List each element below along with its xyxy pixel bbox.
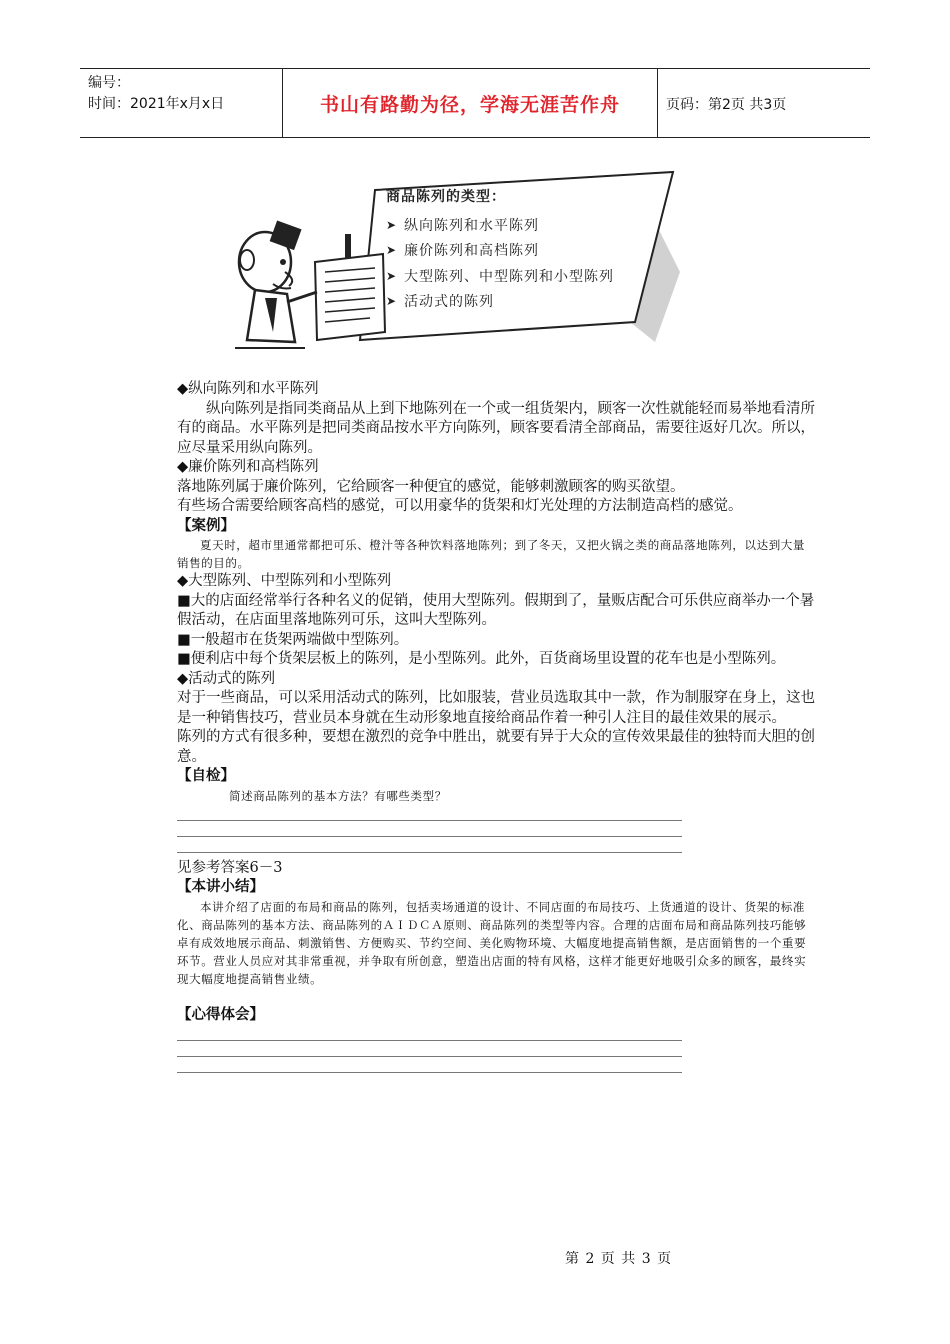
arrow-icon: ➤ (386, 294, 398, 309)
panel-title: 商品陈列的类型： (386, 189, 506, 205)
arrow-icon: ➤ (386, 243, 398, 258)
reflection-line[interactable] (177, 1041, 682, 1057)
paragraph: ■大的店面经常举行各种名义的促销，使用大型陈列。假期到了，量贩店配合可乐供应商举办一个暑假活动，在店面里落地陈列可乐，这叫大型陈列。 (177, 592, 815, 628)
arrow-icon: ➤ (386, 217, 398, 232)
doc-date-label: 时间：2021年x月x日 (88, 96, 225, 112)
reflection-line[interactable] (177, 1025, 682, 1041)
arrow-icon: ➤ (386, 268, 398, 283)
paragraph: ■一般超市在货架两端做中型陈列。 (177, 631, 409, 648)
section-heading: ◆纵向陈列和水平陈列 (177, 381, 319, 397)
self-check-question: 简述商品陈列的基本方法？有哪些类型？ (229, 788, 447, 803)
header-page-label: 页码：第2页 共3页 (666, 97, 787, 113)
case-heading: 【案例】 (177, 517, 235, 534)
paragraph: 对于一些商品，可以采用活动式的陈列，比如服装，营业员选取其中一款，作为制服穿在身上，这也是一种销售技巧，营业员本身就在生动形象地直接给商品作着一种引人注目的最佳效果的展示。 (177, 690, 815, 726)
panel-item-label: 廉价陈列和高档陈列 (404, 243, 539, 260)
clipboard (315, 254, 385, 340)
paragraph: ■便利店中每个货架层板上的陈列，是小型陈列。此外，百货商场里设置的花车也是小型陈列。 (177, 651, 786, 667)
page-footer: 第 2 页 共 3 页 (565, 1251, 673, 1267)
panel-item-label: 纵向陈列和水平陈列 (404, 217, 539, 234)
reflection-heading: 【心得体会】 (177, 1006, 264, 1023)
main-content (177, 380, 817, 1073)
section-heading: ◆活动式的陈列 (177, 670, 276, 687)
answer-line[interactable] (177, 805, 682, 821)
display-types-panel (386, 186, 676, 314)
summary-text: 本讲介绍了店面的布局和商品的陈列，包括卖场通道的设计、不同店面的布局技巧、上货通道的设计、货架的标准化、商品陈列的基本方法、商品陈列的ＡＩＤＣＡ原则、商品陈列的类型等内容。合理的店面布局和商品陈列技巧能够卓有成效地展示商品、刺激销售、方便购买、节约空间、美化购物环境、大幅度地提高销售额，是店面销售的一个重要环节。营业人员应对其非常重视，并争取有所创意，塑造出店面的特有风格，这样才能更好地吸引众多的顾客，最终实现大幅度地提高销售业绩。 (177, 899, 807, 986)
panel-item (386, 289, 676, 315)
answer-line[interactable] (177, 837, 682, 853)
answer-reference: 见参考答案6－3 (177, 859, 283, 876)
page-header (80, 68, 870, 138)
header-motto: 书山有路勤为径，学海无涯苦作舟 (282, 69, 658, 137)
self-check-heading: 【自检】 (177, 768, 235, 784)
panel-item-label: 大型陈列、中型陈列和小型陈列 (404, 268, 614, 285)
section-heading: ◆大型陈列、中型陈列和小型陈列 (177, 573, 392, 589)
panel-item-label: 活动式的陈列 (404, 294, 494, 311)
paragraph: 落地陈列属于廉价陈列，它给顾客一种便宜的感觉，能够刺激顾客的购买欲望。 (177, 478, 685, 495)
answer-line[interactable] (177, 821, 682, 837)
reflection-line[interactable] (177, 1057, 682, 1073)
paragraph: 陈列的方式有很多种，要想在激烈的竞争中胜出，就要有异于大众的宣传效果最佳的独特而大胆的创意。 (177, 729, 815, 765)
panel-item (386, 212, 676, 238)
summary-heading: 【本讲小结】 (177, 879, 264, 895)
doc-number-label: 编号： (88, 75, 130, 91)
section-heading: ◆廉价陈列和高档陈列 (177, 459, 319, 475)
paragraph: 有些场合需要给顾客高档的感觉，可以用豪华的货架和灯光处理的方法制造高档的感觉。 (177, 498, 743, 514)
header-meta (88, 73, 224, 115)
panel-item (386, 238, 676, 264)
panel-item (386, 263, 676, 289)
paragraph: 纵向陈列是指同类商品从上到下地陈列在一个或一组货架内，顾客一次性就能轻而易举地看清所有的商品。水平陈列是把同类商品按水平方向陈列，顾客要看清全部商品，需要往返好几次。所以，应尽量采用纵向陈列。 (177, 400, 815, 456)
case-text: 夏天时，超市里通常都把可乐、橙汁等各种饮料落地陈列；到了冬天，又把火锅之类的商品落地陈列，以达到大量销售的目的。 (177, 538, 805, 570)
